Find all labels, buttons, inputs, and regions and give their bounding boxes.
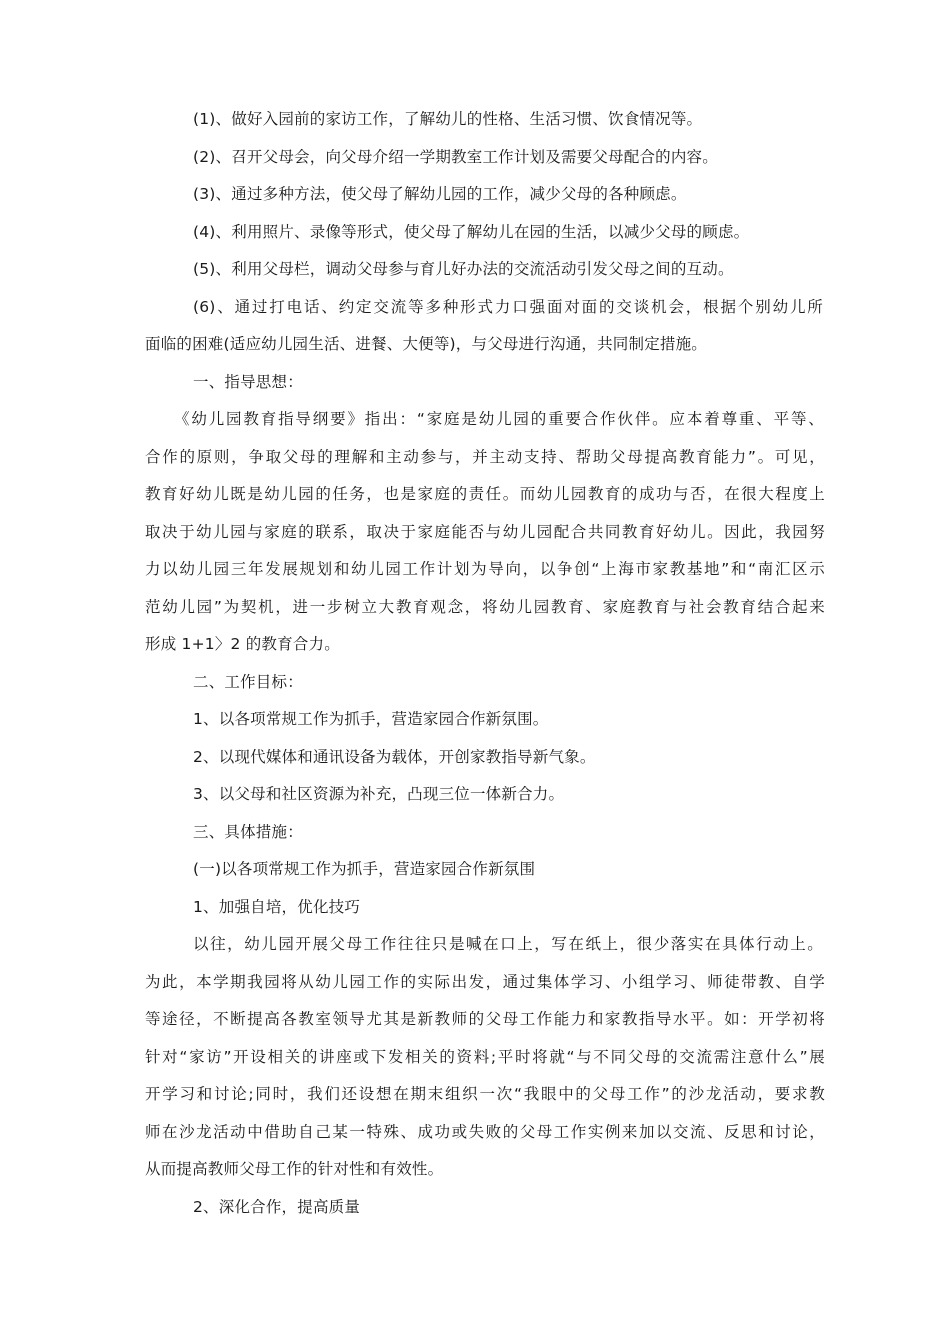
list-item-5: (5)、利用父母栏，调动父母参与育儿好办法的交流活动引发父母之间的互动。 — [193, 260, 734, 278]
paragraph-line: 开学习和讨论;同时，我们还设想在期末组织一次“我眼中的父母工作”的沙龙活动，要求教 — [145, 1085, 825, 1103]
goal-item-2: 2、以现代媒体和通讯设备为载体，开创家教指导新气象。 — [193, 748, 596, 766]
subsection-heading: (一)以各项常规工作为抓手，营造家园合作新氛围 — [193, 860, 536, 878]
paragraph-line: 面临的困难(适应幼儿园生活、进餐、大便等)，与父母进行沟通，共同制定措施。 — [145, 335, 707, 353]
paragraph-line: 从而提高教师父母工作的针对性和有效性。 — [145, 1160, 444, 1178]
list-item-4: (4)、利用照片、录像等形式，使父母了解幼儿在园的生活，以减少父母的顾虑。 — [193, 223, 750, 241]
paragraph-line: 力以幼儿园三年发展规划和幼儿园工作计划为导向，以争创“上海市家教基地”和“南汇区示 — [145, 560, 825, 578]
paragraph-line: 等途径，不断提高各教室领导尤其是新教师的父母工作能力和家教指导水平。如：开学初将 — [145, 1010, 825, 1028]
section-heading-1: 一、指导思想： — [193, 373, 303, 391]
paragraph-line: 为此，本学期我园将从幼儿园工作的实际出发，通过集体学习、小组学习、师徒带教、自学 — [145, 973, 825, 991]
measure-heading-2: 2、深化合作，提高质量 — [193, 1198, 361, 1216]
list-item-1: (1)、做好入园前的家访工作，了解幼儿的性格、生活习惯、饮食情况等。 — [193, 110, 703, 128]
goal-item-3: 3、以父母和社区资源为补充，凸现三位一体新合力。 — [193, 785, 565, 803]
section-heading-3: 三、具体措施： — [193, 823, 303, 841]
list-item-2: (2)、召开父母会，向父母介绍一学期教室工作计划及需要父母配合的内容。 — [193, 148, 718, 166]
paragraph-line: 师在沙龙活动中借助自己某一特殊、成功或失败的父母工作实例来加以交流、反思和讨论， — [145, 1123, 825, 1141]
list-item-6: (6)、通过打电话、约定交流等多种形式力口强面对面的交谈机会，根据个别幼儿所 — [193, 298, 823, 316]
paragraph-line: 范幼儿园”为契机，进一步树立大教育观念，将幼儿园教育、家庭教育与社会教育结合起来 — [145, 598, 825, 616]
goal-item-1: 1、以各项常规工作为抓手，营造家园合作新氛围。 — [193, 710, 549, 728]
paragraph-line: 取决于幼儿园与家庭的联系，取决于家庭能否与幼儿园配合共同教育好幼儿。因此，我园努 — [145, 523, 825, 541]
paragraph-line: 教育好幼儿既是幼儿园的任务，也是家庭的责任。而幼儿园教育的成功与否，在很大程度上 — [145, 485, 825, 503]
paragraph-line: 以往，幼儿园开展父母工作往往只是喊在口上，写在纸上，很少落实在具体行动上。 — [193, 935, 823, 953]
section-heading-2: 二、工作目标： — [193, 673, 303, 691]
paragraph-line: 针对“家访”开设相关的讲座或下发相关的资料;平时将就“与不同父母的交流需注意什么”展 — [145, 1048, 825, 1066]
measure-heading-1: 1、加强自培，优化技巧 — [193, 898, 361, 916]
paragraph-line: 合作的原则，争取父母的理解和主动参与，并主动支持、帮助父母提高教育能力”。可见， — [145, 448, 825, 466]
list-item-3: (3)、通过多种方法，使父母了解幼儿园的工作，减少父母的各种顾虑。 — [193, 185, 687, 203]
paragraph-line: 形成 1+1〉2 的教育合力。 — [145, 635, 340, 653]
paragraph-line: 《幼儿园教育指导纲要》指出：“家庭是幼儿园的重要合作伙伴。应本着尊重、平等、 — [174, 410, 824, 428]
